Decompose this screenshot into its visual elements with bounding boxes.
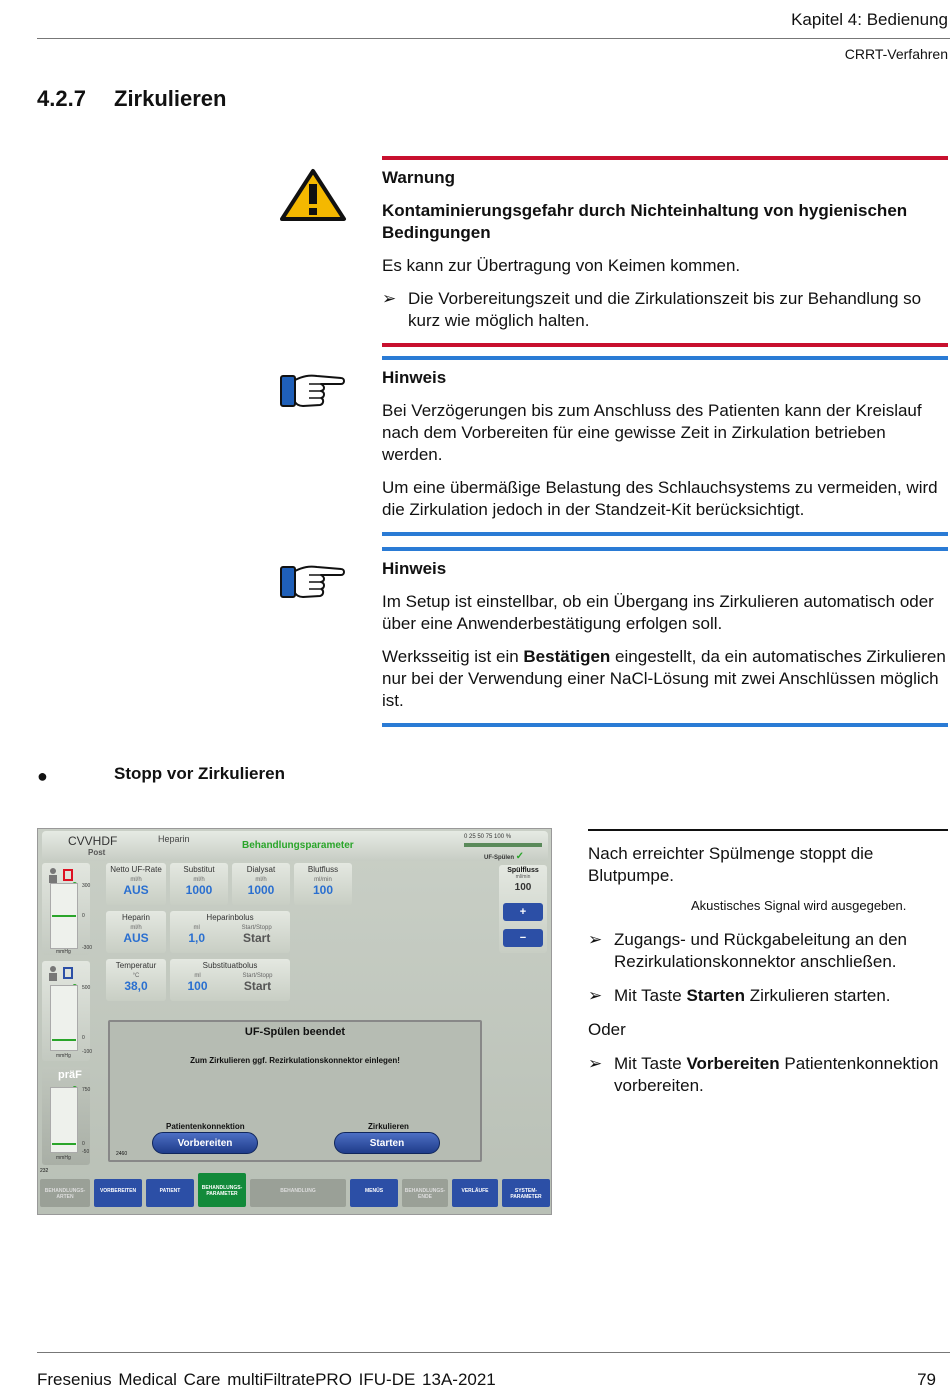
instruction-text: Nach erreichter Spülmenge stoppt die Blutpumpe. bbox=[588, 844, 874, 885]
tile-value: 1000 bbox=[247, 883, 275, 897]
tile-substitut[interactable] bbox=[170, 863, 228, 905]
text-bold: Vorbereiten bbox=[686, 1054, 780, 1073]
note-title: Hinweis bbox=[382, 368, 447, 387]
progress-ticks: 0 25 50 75 100 % bbox=[464, 834, 512, 840]
tile-title: Temperatur bbox=[115, 961, 157, 970]
tile-value: 1000 bbox=[185, 883, 213, 897]
tile-unit: ml bbox=[194, 973, 201, 979]
tab-behandlungsarten[interactable]: BEHANDLUNGS-ARTEN bbox=[40, 1179, 90, 1207]
warning-text: Es kann zur Übertragung von Keimen kommen. bbox=[382, 256, 741, 275]
note-text bbox=[382, 646, 948, 712]
footer-divider bbox=[37, 1352, 950, 1353]
tile-title: Dialysat bbox=[246, 865, 276, 874]
pointing-hand-icon bbox=[279, 561, 347, 605]
check-icon: ✓ bbox=[515, 851, 525, 862]
tab-systemparameter[interactable]: SYSTEM-PARAMETER bbox=[502, 1179, 550, 1207]
tile-substituatbolus[interactable] bbox=[170, 959, 290, 1001]
note-text-part: Werksseitig ist ein bbox=[382, 647, 524, 666]
pressure-level bbox=[52, 1143, 76, 1145]
patient-arm-icon bbox=[46, 965, 76, 981]
tile-value: 100 bbox=[187, 979, 208, 993]
pointing-hand-icon bbox=[279, 370, 347, 414]
note-box-1 bbox=[382, 356, 948, 536]
therapy-mode-sub: Post bbox=[88, 848, 106, 857]
note-bottom-bar bbox=[382, 723, 948, 727]
tile-unit: ml/h bbox=[130, 877, 142, 883]
tab-menues[interactable]: MENÜS bbox=[350, 1179, 398, 1207]
therapy-mode: CVVHDF bbox=[68, 834, 118, 848]
note-box-2 bbox=[382, 547, 948, 727]
tick: -300 bbox=[82, 945, 93, 951]
tick: 750 bbox=[82, 1087, 91, 1093]
tile-unit: °C bbox=[132, 973, 140, 979]
instruction-or: Oder bbox=[588, 1020, 626, 1039]
instruction-bullet bbox=[588, 985, 948, 1007]
tile-value: 1,0 bbox=[188, 931, 205, 945]
pressure-column-prefilter[interactable] bbox=[42, 1067, 90, 1165]
tick: -100 bbox=[82, 1049, 93, 1055]
tab-behandlungsparameter[interactable]: BEHANDLUNGS-PARAMETER bbox=[198, 1173, 246, 1207]
tile-heparin[interactable] bbox=[106, 911, 166, 953]
tile-value: AUS bbox=[123, 931, 149, 945]
warning-headline: Kontaminierungsgefahr durch Nichteinhaltung von hygienischen Bedingungen bbox=[382, 201, 908, 242]
tick: -50 bbox=[82, 1149, 90, 1155]
chapter-header: Kapitel 4: Bedienung bbox=[791, 10, 948, 29]
tile-start-button[interactable]: Start bbox=[242, 931, 271, 945]
tile-temperatur[interactable] bbox=[106, 959, 166, 1001]
tile-value: AUS bbox=[123, 883, 149, 897]
unit: mmHg bbox=[56, 1155, 71, 1161]
screen-header bbox=[42, 831, 548, 861]
pressure-tube bbox=[50, 985, 78, 1051]
tick: 0 bbox=[82, 913, 85, 919]
dialog-title: UF-Spülen beendet bbox=[244, 1026, 346, 1038]
side-counter: 232 bbox=[40, 1168, 49, 1174]
tile-dialysat[interactable] bbox=[232, 863, 290, 905]
text-part: Zirkulieren starten. bbox=[745, 986, 891, 1005]
warning-icon bbox=[279, 168, 347, 222]
pressure-column-access[interactable] bbox=[42, 863, 93, 955]
arrow-icon: ➢ bbox=[588, 1054, 603, 1073]
instructions-rule bbox=[588, 829, 948, 831]
unit: mmHg bbox=[56, 949, 71, 955]
note-title: Hinweis bbox=[382, 559, 447, 578]
spuelfluss-unit: ml/min bbox=[515, 874, 531, 880]
patient-connection-label: Patientenkonnektion bbox=[166, 1122, 245, 1131]
spuelfluss-panel bbox=[499, 865, 547, 953]
tile-start-button[interactable]: Start bbox=[243, 979, 272, 993]
decrease-button[interactable]: − bbox=[503, 929, 543, 947]
tile-unit: Start/Stopp bbox=[241, 925, 272, 931]
spuelfluss-value: 100 bbox=[514, 882, 532, 893]
warning-bottom-bar bbox=[382, 343, 948, 347]
instructions bbox=[588, 829, 948, 1097]
warning-bullet bbox=[382, 288, 948, 332]
warning-bullet-text: Die Vorbereitungszeit und die Zirkulationszeit bis zur Behandlung so kurz wie möglich halten. bbox=[408, 289, 922, 330]
progress-label-text: UF-Spülen bbox=[484, 855, 514, 861]
tile-title: Blutfluss bbox=[307, 865, 339, 874]
footer-text: Fresenius Medical Care multiFiltratePRO IFU-DE 13A-2021 bbox=[37, 1370, 496, 1389]
warning-box bbox=[382, 156, 948, 347]
device-screen bbox=[37, 828, 552, 1215]
spuelfluss-title: Spülfluss bbox=[507, 867, 539, 874]
circulation-label: Zirkulieren bbox=[368, 1122, 409, 1131]
pressure-level bbox=[52, 915, 76, 917]
bullet-dot: ● bbox=[37, 766, 48, 786]
text-part: Mit Taste bbox=[614, 986, 687, 1005]
tab-vorbereiten[interactable]: VORBEREITEN bbox=[94, 1179, 142, 1207]
note-text: Um eine übermäßige Belastung des Schlauchsystems zu vermeiden, wird die Zirkulation jedoch in der Standzeit-Kit berücksichtigt. bbox=[382, 478, 938, 519]
arrow-icon: ➢ bbox=[588, 986, 603, 1005]
instruction-bullet-text bbox=[614, 985, 891, 1007]
text-part: Mit Taste bbox=[614, 1054, 687, 1073]
tile-heparinbolus[interactable] bbox=[170, 911, 290, 953]
tick: 0 bbox=[82, 1035, 85, 1041]
section-heading: Zirkulieren bbox=[114, 86, 227, 111]
instruction-bullet-text: Zugangs- und Rückgabeleitung an den Rezirkulationskonnektor anschließen. bbox=[614, 930, 907, 971]
tab-verlaeufe[interactable]: VERLÄUFE bbox=[452, 1179, 498, 1207]
stop-heading: Stopp vor Zirkulieren bbox=[114, 764, 285, 783]
pressure-column-return[interactable] bbox=[42, 961, 93, 1061]
unit: mmHg bbox=[56, 1053, 71, 1059]
progress-label bbox=[484, 851, 524, 862]
note-text-part: eingestellt, da ein automatisches Zirkulieren nur bei der Verwendung einer NaCl-Lösung mit zwei Anschlüssen möglich ist. bbox=[382, 647, 946, 710]
tile-title: Netto UF-Rate bbox=[110, 865, 162, 874]
tile-unit: Start/Stopp bbox=[242, 973, 273, 979]
tile-value: 100 bbox=[312, 883, 334, 897]
tile-unit: ml/h bbox=[255, 877, 267, 883]
pressure-level bbox=[52, 1039, 76, 1041]
uf-spuelen-dialog bbox=[108, 1020, 482, 1162]
instruction-bullet bbox=[588, 929, 948, 973]
tile-title: Substitut bbox=[183, 865, 215, 874]
dialog-message: Zum Zirkulieren ggf. Rezirkulationskonnektor einlegen! bbox=[190, 1056, 400, 1065]
instruction-bullet-text bbox=[614, 1053, 948, 1097]
text-part: Patientenkonnektion vorbereiten. bbox=[614, 1054, 939, 1095]
tile-unit: ml/h bbox=[193, 877, 205, 883]
note-text: Im Setup ist einstellbar, ob ein Übergang ins Zirkulieren automatisch oder über eine Anwenderbestätigung erfolgen soll. bbox=[382, 592, 934, 633]
tab-behandlung[interactable]: BEHANDLUNG bbox=[250, 1179, 346, 1207]
tile-title: Substituatbolus bbox=[202, 961, 258, 970]
section-title bbox=[37, 86, 226, 112]
section-number: 4.2.7 bbox=[37, 86, 86, 111]
chapter-subheader: CRRT-Verfahren bbox=[844, 46, 948, 62]
screen-title: Behandlungsparameter bbox=[242, 840, 354, 851]
tile-unit: ml bbox=[193, 925, 200, 931]
arrow-icon: ➢ bbox=[588, 930, 603, 949]
text-bold: Starten bbox=[686, 986, 746, 1005]
starten-button[interactable]: Starten bbox=[334, 1132, 440, 1154]
warning-top-bar bbox=[382, 156, 948, 160]
note-text: Bei Verzögerungen bis zum Anschluss des Patienten kann der Kreislauf nach dem Vorbereiten für eine gewisse Zeit in Zirkulation betrieben werden. bbox=[382, 401, 922, 464]
tick: 300 bbox=[82, 883, 91, 889]
heparin-label: Heparin bbox=[158, 834, 190, 844]
header-divider bbox=[37, 38, 950, 39]
prefilter-label: präF bbox=[58, 1069, 82, 1081]
tick: 500 bbox=[82, 985, 91, 991]
instruction-bullet bbox=[588, 1053, 948, 1097]
note-top-bar bbox=[382, 547, 948, 551]
signal-note: Akustisches Signal wird ausgegeben. bbox=[691, 898, 907, 913]
note-bottom-bar bbox=[382, 532, 948, 536]
increase-button[interactable]: + bbox=[503, 903, 543, 921]
tile-value: 38,0 bbox=[124, 979, 148, 993]
dialog-counter: 2460 bbox=[116, 1151, 128, 1157]
tile-netto-uf[interactable] bbox=[106, 863, 166, 905]
bottom-tab-bar bbox=[40, 1173, 551, 1209]
note-text-bold: Bestätigen bbox=[523, 647, 611, 666]
tick: 0 bbox=[82, 1141, 85, 1147]
tab-patient[interactable]: PATIENT bbox=[146, 1179, 194, 1207]
note-top-bar bbox=[382, 356, 948, 360]
warning-title: Warnung bbox=[382, 168, 456, 187]
arrow-icon: ➢ bbox=[382, 289, 397, 308]
vorbereiten-button[interactable]: Vorbereiten bbox=[152, 1132, 258, 1154]
tile-title: Heparin bbox=[121, 913, 150, 922]
tile-unit: ml/min bbox=[314, 877, 332, 883]
page-number: 79 bbox=[917, 1370, 936, 1389]
tile-title: Heparinbolus bbox=[206, 913, 254, 922]
tab-behandlungsende[interactable]: BEHANDLUNGS-ENDE bbox=[402, 1179, 448, 1207]
tile-unit: ml/h bbox=[130, 925, 142, 931]
tile-blutfluss[interactable] bbox=[294, 863, 352, 905]
progress-bar bbox=[464, 843, 542, 847]
